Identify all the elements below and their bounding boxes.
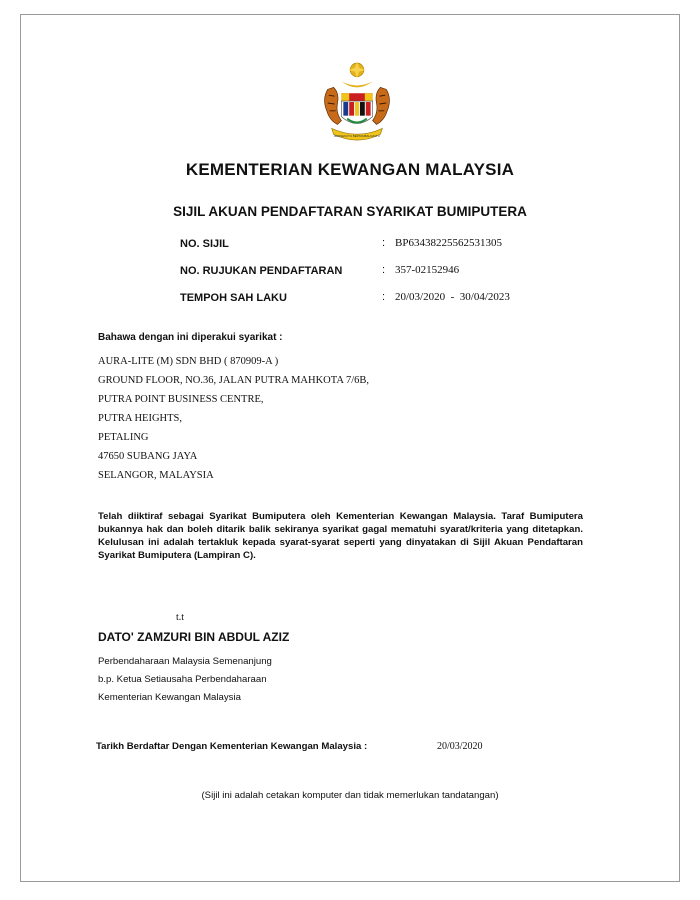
crest-shield — [341, 93, 372, 123]
company-name: AURA-LITE (M) SDN BHD ( 870909-A ) — [98, 356, 279, 367]
field-label-no-sijil: NO. SIJIL — [180, 238, 229, 250]
registration-date-label: Tarikh Berdaftar Dengan Kementerian Kewangan Malaysia : — [96, 741, 368, 752]
field-value-no-sijil: BP63438225562531305 — [395, 237, 502, 249]
company-address-line: PETALING — [98, 432, 149, 443]
field-label-no-rujukan: NO. RUJUKAN PENDAFTARAN — [180, 265, 343, 277]
company-address-line: PUTRA POINT BUSINESS CENTRE, — [98, 394, 264, 405]
company-address-line: PUTRA HEIGHTS, — [98, 413, 183, 424]
certificate-title: SIJIL AKUAN PENDAFTARAN SYARIKAT BUMIPUTERA — [173, 204, 527, 219]
computer-print-note: (Sijil ini adalah cetakan komputer dan tidak memerlukan tandatangan) — [201, 790, 499, 801]
field-colon: : — [382, 237, 386, 249]
signature-tt: t.t — [176, 612, 185, 623]
company-address-line: SELANGOR, MALAYSIA — [98, 470, 214, 481]
company-address-line: 47650 SUBANG JAYA — [98, 451, 198, 462]
signer-org-line: Kementerian Kewangan Malaysia — [98, 692, 241, 703]
field-colon: : — [382, 264, 386, 276]
crest-crescent — [341, 82, 372, 88]
crest-tiger-right — [373, 87, 390, 124]
ministry-title: KEMENTERIAN KEWANGAN MALAYSIA — [185, 160, 515, 179]
crest-tiger-left — [325, 87, 342, 124]
recognition-paragraph: Telah diiktiraf sebagai Syarikat Bumiputera oleh Kementerian Kewangan Malaysia. Taraf Bumiputera bukannya hak dan boleh ditarik balik sekiranya syarikat gagal mematuhi syarat/kriteria yang ditetapkan. Kelulusan ini adalah tertakluk kepada syarat-syarat seperti yang dinyatakan di Sijil Akuan Pendaftaran Syarikat Bumiputera (Lampiran C). — [98, 511, 583, 561]
declaration-text: Bahawa dengan ini diperakui syarikat : — [98, 332, 283, 343]
registration-date-value: 20/03/2020 — [437, 741, 483, 752]
company-address-line: GROUND FLOOR, NO.36, JALAN PUTRA MAHKOTA 7/6B, — [98, 375, 370, 386]
signer-name: DATO' ZAMZURI BIN ABDUL AZIZ — [98, 630, 290, 644]
field-value-no-rujukan: 357-02152946 — [395, 264, 460, 276]
crest-motto: BERSEKUTU BERTAMBAH MUTU — [334, 134, 380, 139]
signer-org-line: Perbendaharaan Malaysia Semenanjung — [98, 656, 272, 667]
field-value-tempoh: 20/03/2020 - 30/04/2023 — [395, 291, 510, 303]
signer-org-line: b.p. Ketua Setiausaha Perbendaharaan — [98, 674, 267, 685]
coat-of-arms-icon — [318, 60, 396, 146]
field-colon: : — [382, 291, 386, 303]
field-label-tempoh: TEMPOH SAH LAKU — [180, 292, 287, 304]
crest-star — [348, 61, 366, 79]
